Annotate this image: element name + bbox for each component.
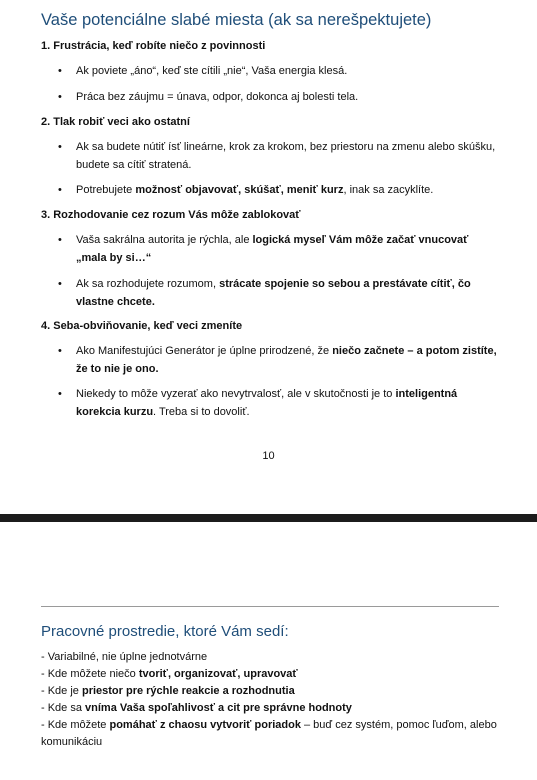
environment-item: - Variabilné, nie úplne jednotvárne <box>41 651 208 663</box>
document-page-11 <box>0 522 537 780</box>
bullet-item: • Ak sa rozhodujete rozumom, strácate spojenie so sebou a prestávate cítiť, čo vlastne chcete. <box>58 278 471 308</box>
work-environment-title: Pracovné prostredie, ktoré Vám sedí: <box>41 623 289 640</box>
bullet-item: • Potrebujete možnosť objavovať, skúšať, meniť kurz, inak sa zacyklíte. <box>58 184 434 196</box>
weakness-heading-4: 4. Seba-obviňovanie, keď veci zmeníte <box>41 320 243 332</box>
environment-item: - Kde sa vníma Vaša spoľahlivosť a cit pre správne hodnoty <box>41 702 352 714</box>
bullet-item: • Ako Manifestujúci Generátor je úplne prirodzené, že niečo začnete – a potom zistíte, že to nie je ono. <box>58 345 497 375</box>
environment-item: - Kde môžete pomáhať z chaosu vytvoriť poriadok – buď cez systém, pomoc ľuďom, alebo komunikáciu <box>41 719 497 748</box>
bullet-item: • Ak sa budete nútiť ísť lineárne, krok za krokom, bez priestoru na zmenu alebo skúšku, budete sa cítiť stratená. <box>58 141 496 171</box>
weakness-heading-1: 1. Frustrácia, keď robíte niečo z povinnosti <box>41 40 266 52</box>
environment-item: - Kde môžete niečo tvoriť, organizovať, upravovať <box>41 668 298 680</box>
section-title: Vaše potenciálne slabé miesta (ak sa nerešpektujete) <box>41 11 432 29</box>
bullet-item: • Vaša sakrálna autorita je rýchla, ale logická myseľ Vám môže začať vnucovať „mala by si…“ <box>58 234 469 264</box>
page-number: 10 <box>262 450 275 462</box>
environment-item: - Kde je priestor pre rýchle reakcie a rozhodnutia <box>41 685 295 697</box>
bullet-item: • Niekedy to môže vyzerať ako nevytrvalosť, ale v skutočnosti je to inteligentná korekcia kurzu. Treba si to dovoliť. <box>58 388 458 418</box>
page-separator <box>0 514 537 522</box>
horizontal-rule <box>41 606 499 607</box>
weakness-heading-3: 3. Rozhodovanie cez rozum Vás môže zablokovať <box>41 209 301 221</box>
weakness-heading-2: 2. Tlak robiť veci ako ostatní <box>41 116 190 128</box>
bullet-item: • Práca bez záujmu = únava, odpor, dokonca aj bolesti tela. <box>58 91 359 103</box>
bullet-item: • Ak poviete „áno“, keď ste cítili „nie“, Vaša energia klesá. <box>58 65 348 77</box>
